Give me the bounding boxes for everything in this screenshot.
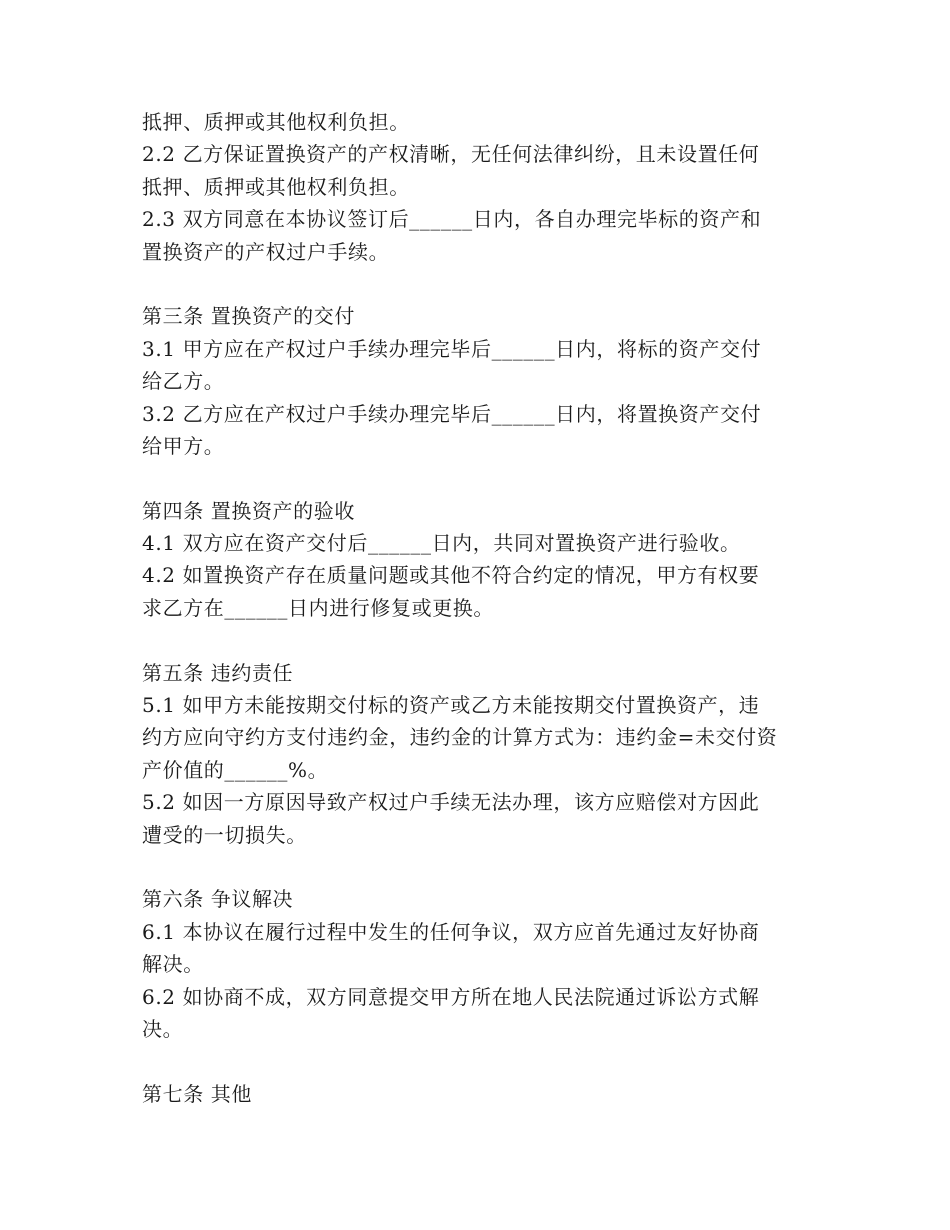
article-6-heading: 第六条 争议解决 bbox=[142, 887, 294, 912]
clause-6-1-line-2: 解决。 bbox=[142, 952, 204, 977]
text-line: 抵押、质押或其他权利负担。 bbox=[142, 110, 410, 134]
clause-2-3-line-1: 2.3 双方同意在本协议签订后______日内，各自办理完毕标的资产和 bbox=[142, 207, 762, 232]
clause-6-2-line-2: 决。 bbox=[142, 1016, 184, 1041]
clause-5-2-line-1: 5.2 如因一方原因导致产权过户手续无法办理，该方应赔偿对方因此 bbox=[142, 790, 760, 815]
article-7-heading: 第七条 其他 bbox=[142, 1081, 252, 1106]
paragraph-gap bbox=[142, 851, 812, 883]
clause-4-2-line-1: 4.2 如置换资产存在质量问题或其他不符合约定的情况，甲方有权要 bbox=[142, 563, 760, 588]
clause-5-1-line-2: 约方应向守约方支付违约金，违约金的计算方式为：违约金=未交付资 bbox=[142, 725, 778, 750]
clause-3-2-line-2: 给甲方。 bbox=[142, 433, 225, 458]
document-body bbox=[142, 106, 812, 1110]
clause-3-2-line-1: 3.2 乙方应在产权过户手续办理完毕后______日内，将置换资产交付 bbox=[142, 401, 762, 426]
clause-5-1-line-3: 产价值的______%。 bbox=[142, 757, 329, 782]
paragraph-gap bbox=[142, 1045, 812, 1077]
paragraph-gap bbox=[142, 268, 812, 300]
article-5-heading: 第五条 违约责任 bbox=[142, 660, 294, 685]
clause-4-1-line-1: 4.1 双方应在资产交付后______日内，共同对置换资产进行验收。 bbox=[142, 531, 741, 556]
paragraph-gap bbox=[142, 624, 812, 656]
clause-3-1-line-2: 给乙方。 bbox=[142, 369, 225, 394]
article-4-heading: 第四条 置换资产的验收 bbox=[142, 498, 355, 523]
clause-5-2-line-2: 遭受的一切损失。 bbox=[142, 822, 307, 847]
clause-2-2-line-2: 抵押、质押或其他权利负担。 bbox=[142, 174, 410, 199]
paragraph-gap bbox=[142, 462, 812, 494]
clause-6-1-line-1: 6.1 本协议在履行过程中发生的任何争议，双方应首先通过友好协商 bbox=[142, 919, 760, 944]
clause-2-3-line-2: 置换资产的产权过户手续。 bbox=[142, 239, 390, 264]
clause-3-1-line-1: 3.1 甲方应在产权过户手续办理完毕后______日内，将标的资产交付 bbox=[142, 336, 762, 361]
clause-6-2-line-1: 6.2 如协商不成，双方同意提交甲方所在地人民法院通过诉讼方式解 bbox=[142, 984, 760, 1009]
clause-2-2-line-1: 2.2 乙方保证置换资产的产权清晰，无任何法律纠纷，且未设置任何 bbox=[142, 142, 760, 167]
clause-4-2-line-2: 求乙方在______日内进行修复或更换。 bbox=[142, 595, 494, 620]
clause-5-1-line-1: 5.1 如甲方未能按期交付标的资产或乙方未能按期交付置换资产，违 bbox=[142, 693, 760, 718]
article-3-heading: 第三条 置换资产的交付 bbox=[142, 304, 355, 329]
